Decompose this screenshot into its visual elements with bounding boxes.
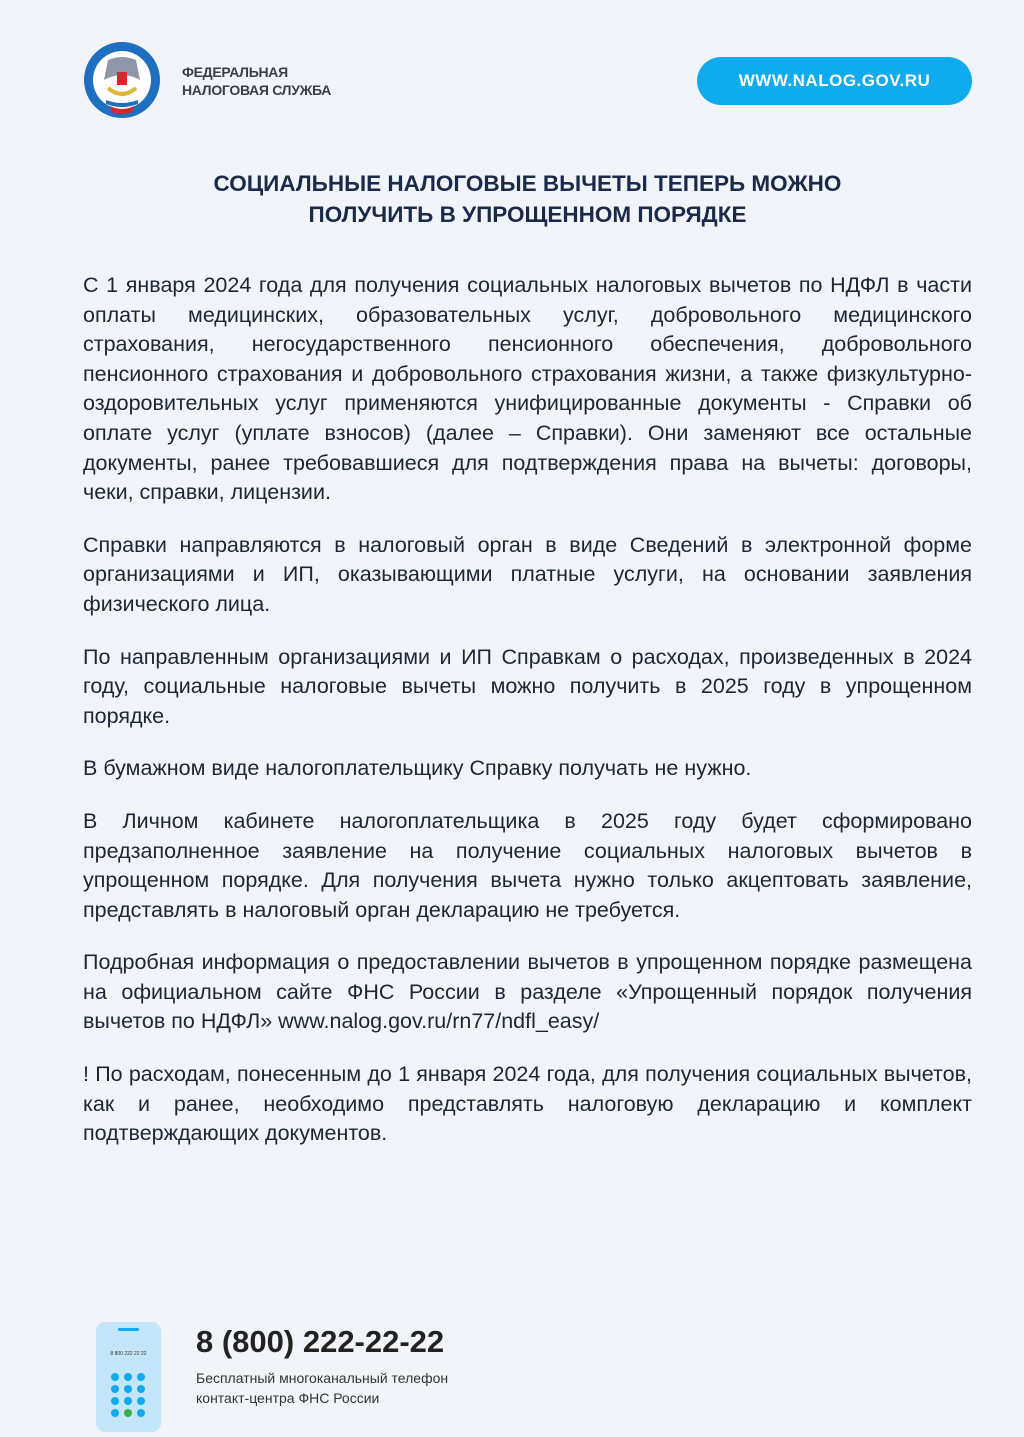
paragraph: В бумажном виде налогоплательщику Справку получать не нужно.	[83, 756, 752, 781]
organization-name	[182, 63, 331, 99]
org-name-line1: ФЕДЕРАЛЬНАЯ	[182, 64, 288, 80]
title-line1: СОЦИАЛЬНЫЕ НАЛОГОВЫЕ ВЫЧЕТЫ ТЕПЕРЬ МОЖНО	[213, 171, 842, 196]
document-body	[83, 271, 972, 1172]
paragraph: Справки направляются в налоговый орган в виде Сведений в электронной форме организациями и ИП, оказывающими платные услуги, на основании заявления физического лица.	[83, 532, 972, 616]
paragraph: ! По расходам, понесенным до 1 января 2024 года, для получения социальных вычетов, как и ранее, необходимо представлять налоговую декларацию и комплект подтверждающих документов.	[83, 1062, 972, 1146]
fns-emblem-logo	[82, 40, 162, 120]
website-link-button[interactable]: WWW.NALOG.GOV.RU	[697, 57, 972, 105]
paragraph: С 1 января 2024 года для получения социальных налоговых вычетов по НДФЛ в части оплаты медицинских, образовательных услуг, добровольного медицинского страхования, негосударственного пенсионного обеспечения, добровольного пенсионного страхования и добровольного страхования жизни, а также физкультурно-оздоровительных услуг применяются унифицированные документы - Справки об оплате услуг (уплате взносов) (далее – Справки). Они заменяют все остальные документы, ранее требовавшиеся для подтверждения права на вычеты: договоры, чеки, справки, лицензии.	[83, 273, 972, 505]
paragraph: По направленным организациями и ИП Справкам о расходах, произведенных в 2024 году, социальные налоговые вычеты можно получить в 2025 году в упрощенном порядке.	[83, 644, 972, 728]
phone-icon-screen-text: 8 800 222 22 22	[110, 1351, 147, 1357]
title-line2: ПОЛУЧИТЬ В УПРОЩЕННОМ ПОРЯДКЕ	[308, 202, 747, 227]
page-title	[83, 168, 972, 230]
paragraph: В Личном кабинете налогоплательщика в 2025 году будет сформировано предзаполненное заявление на получение социальных налоговых вычетов в упрощенном порядке. Для получения вычета нужно только акцептовать заявление, представлять в налоговый орган декларацию не требуется.	[83, 808, 972, 922]
phone-icon	[96, 1322, 161, 1432]
paragraph: Подробная информация о предоставлении вычетов в упрощенном порядке размещена на официальном сайте ФНС России в разделе «Упрощенный порядок получения вычетов по НДФЛ» www.nalog.gov.ru/rn77/ndfl_easy/	[83, 950, 972, 1034]
hotline-phone-number[interactable]: 8 (800) 222-22-22	[196, 1324, 445, 1359]
hotline-desc-line1: Бесплатный многоканальный телефон	[196, 1370, 449, 1386]
org-name-line2: НАЛОГОВАЯ СЛУЖБА	[182, 82, 332, 98]
hotline-description	[196, 1368, 448, 1408]
hotline-desc-line2: контакт-центра ФНС России	[196, 1390, 380, 1406]
